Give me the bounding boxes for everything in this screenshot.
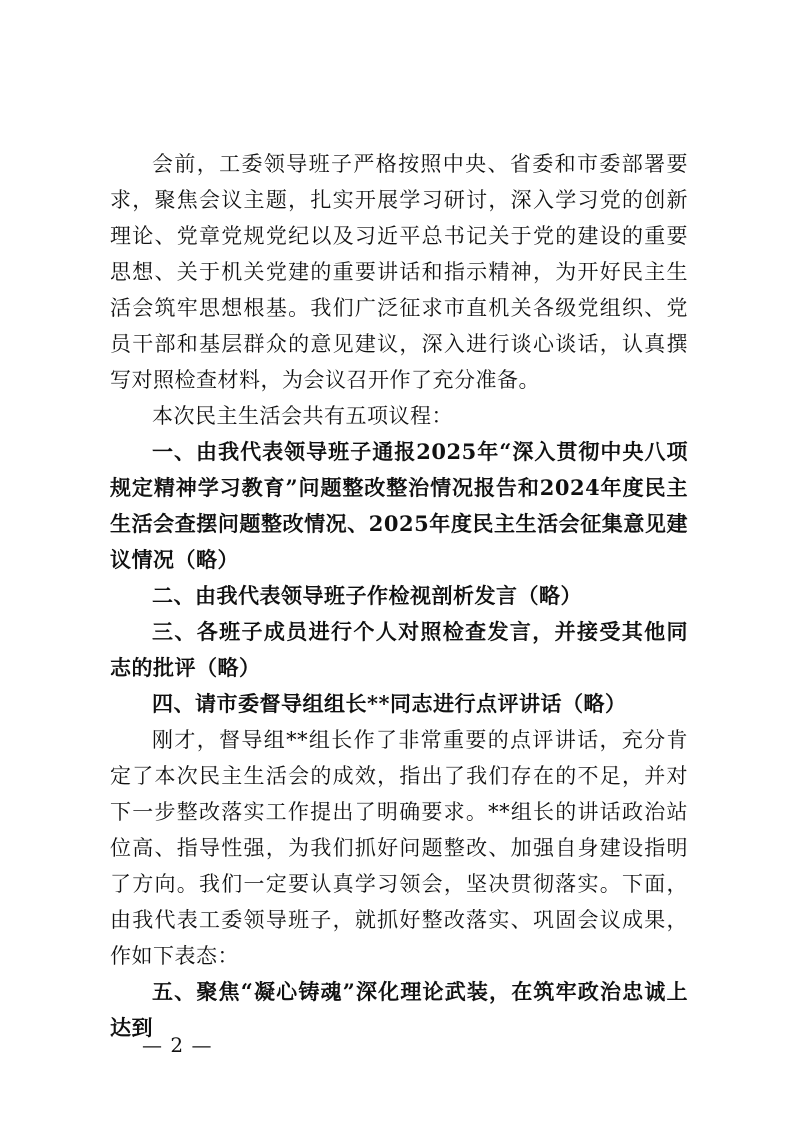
agenda-item-1: 一、由我代表领导班子通报2025年“深入贯彻中央八项规定精神学习教育”问题整改整治情况报告和2024年度民主生活会查摆问题整改情况、2025年度民主生活会征集意见建议情况（略） bbox=[110, 439, 688, 572]
agenda-item-2: 二、由我代表领导班子作检视剖析发言（略） bbox=[152, 583, 582, 608]
agenda-item-4: 四、请市委督导组组长**同志进行点评讲话（略） bbox=[152, 691, 627, 716]
page-number: — 2 — bbox=[142, 1033, 213, 1057]
paragraph-preparation: 会前，工委领导班子严格按照中央、省委和市委部署要求，聚焦会议主题，扎实开展学习研讨，深入学习党的创新理论、党章党规党纪以及习近平总书记关于党的建设的重要思想、关于机关党建的重要讲话和指示精神，为开好民主生活会筑牢思想根基。我们广泛征求市直机关各级党组织、党员干部和基层群众的意见建议，深入进行谈心谈话，认真撰写对照检查材料，为会议召开作了充分准备。 bbox=[110, 152, 688, 392]
document-body bbox=[110, 146, 688, 1046]
paragraph-agenda-intro: 本次民主生活会共有五项议程： bbox=[152, 404, 453, 428]
section-heading-5: 五、聚焦“凝心铸魂”深化理论武装，在筑牢政治忠诚上达到 bbox=[110, 979, 688, 1040]
paragraph-response: 刚才，督导组**组长作了非常重要的点评讲话，充分肯定了本次民主生活会的成效，指出了我们存在的不足，并对下一步整改落实工作提出了明确要求。**组长的讲话政治站位高、指导性强，为我们抓好问题整改、加强自身建设指明了方向。我们一定要认真学习领会，坚决贯彻落实。下面，由我代表工委领导班子，就抓好整改落实、巩固会议成果，作如下表态： bbox=[110, 728, 688, 968]
agenda-item-3: 三、各班子成员进行个人对照检查发言，并接受其他同志的批评（略） bbox=[110, 619, 688, 680]
